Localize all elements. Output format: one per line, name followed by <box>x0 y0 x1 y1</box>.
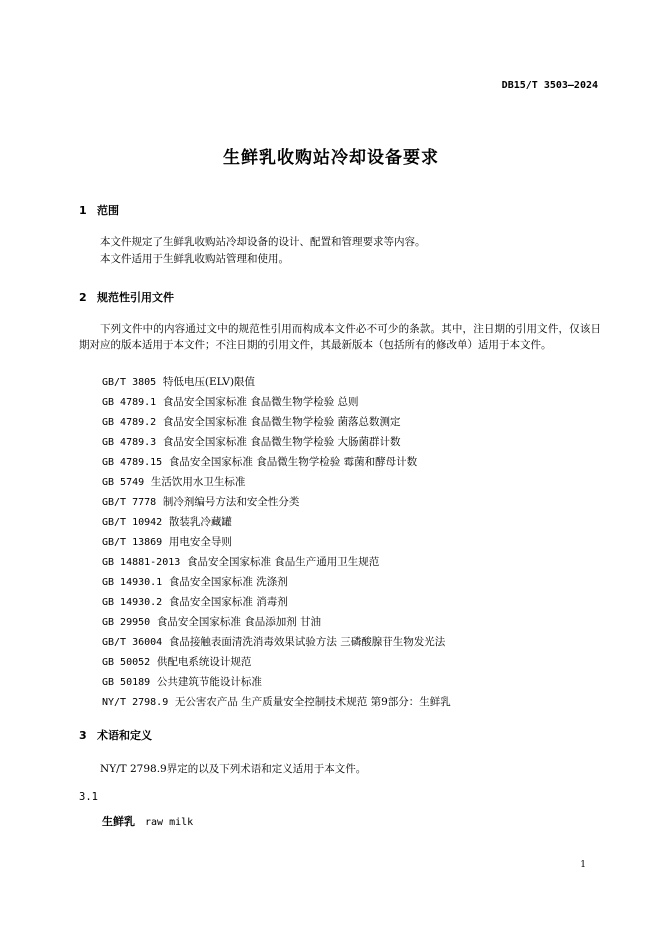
reference-item: GB 50189 公共建筑节能设计标准 <box>102 676 262 688</box>
reference-item: GB/T 10942 散装乳冷藏罐 <box>102 516 232 528</box>
reference-item: GB/T 13869 用电安全导则 <box>102 536 232 548</box>
reference-item: NY/T 2798.9 无公害农产品 生产质量安全控制技术规范 第9部分：生鲜乳 <box>102 696 451 708</box>
section-title: 规范性引用文件 <box>97 291 174 304</box>
section-number: 3 <box>79 729 87 742</box>
reference-item: GB/T 7778 制冷剂编号方法和安全性分类 <box>102 496 300 508</box>
document-number: DB15/T 3503—2024 <box>501 80 598 91</box>
reference-item: GB 4789.15 食品安全国家标准 食品微生物学检验 霉菌和酵母计数 <box>102 456 418 468</box>
page-title: 生鲜乳收购站冷却设备要求 <box>223 148 439 168</box>
section-1-heading <box>79 202 119 218</box>
section-2-paragraph-1: 下列文件中的内容通过文中的规范性引用而构成本文件必不可少的条款。其中，注日期的引用文件，仅该日期对应的版本适用于本文件；不注日期的引用文件，其最新版本（包括所有的修改单）适用于本文件。 <box>79 323 601 351</box>
section-title: 范围 <box>97 204 119 217</box>
term-chinese: 生鲜乳 <box>102 815 135 828</box>
section-1-paragraph-2: 本文件适用于生鲜乳收购站管理和使用。 <box>100 253 289 265</box>
section-3-paragraph-1: NY/T 2798.9界定的以及下列术语和定义适用于本文件。 <box>100 763 367 775</box>
term-entry <box>102 813 193 829</box>
section-number: 2 <box>79 291 87 304</box>
reference-item: GB 4789.1 食品安全国家标准 食品微生物学检验 总则 <box>102 396 359 408</box>
reference-item: GB/T 36004 食品接触表面清洗消毒效果试验方法 三磷酸腺苷生物发光法 <box>102 636 446 648</box>
section-2-heading <box>79 289 174 305</box>
section-3-heading <box>79 727 152 743</box>
reference-item: GB 4789.2 食品安全国家标准 食品微生物学检验 菌落总数测定 <box>102 416 401 428</box>
reference-item: GB 50052 供配电系统设计规范 <box>102 656 252 668</box>
reference-item: GB 14930.2 食品安全国家标准 消毒剂 <box>102 596 288 608</box>
term-english: raw milk <box>145 817 194 828</box>
section-number: 1 <box>79 204 87 217</box>
section-title: 术语和定义 <box>97 729 152 742</box>
page-number: 1 <box>580 860 586 870</box>
reference-item: GB 14930.1 食品安全国家标准 洗涤剂 <box>102 576 288 588</box>
reference-item: GB 14881-2013 食品安全国家标准 食品生产通用卫生规范 <box>102 556 380 568</box>
reference-item: GB 5749 生活饮用水卫生标准 <box>102 476 246 488</box>
section-1-paragraph-1: 本文件规定了生鲜乳收购站冷却设备的设计、配置和管理要求等内容。 <box>100 236 426 248</box>
reference-item: GB/T 3805 特低电压(ELV)限值 <box>102 376 256 388</box>
reference-item: GB 4789.3 食品安全国家标准 食品微生物学检验 大肠菌群计数 <box>102 436 401 448</box>
subsection-number: 3.1 <box>79 791 98 803</box>
reference-item: GB 29950 食品安全国家标准 食品添加剂 甘油 <box>102 616 322 628</box>
